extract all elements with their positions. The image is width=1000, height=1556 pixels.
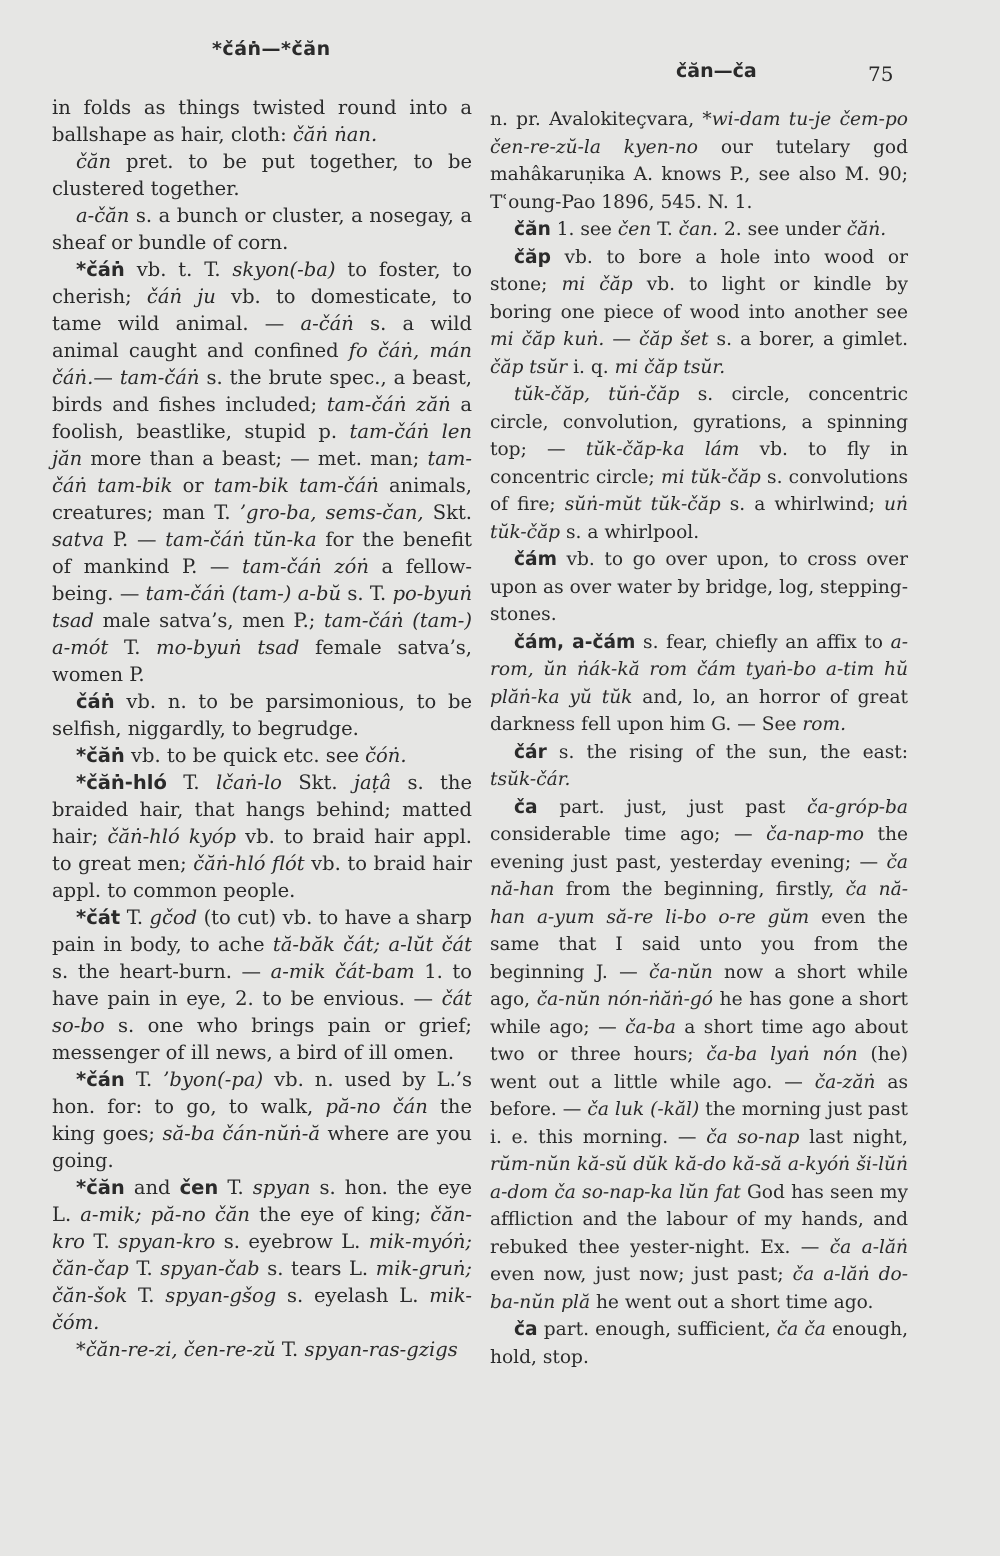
definition-text: — <box>93 366 120 389</box>
definition-text: animals, creatures; man T. <box>52 474 472 524</box>
headword: čáṅ <box>76 690 115 713</box>
dictionary-entry <box>52 769 472 904</box>
dictionary-entry <box>52 148 472 202</box>
italic-term: čóṅ. <box>365 744 407 767</box>
italic-term: mik-gruṅ; <box>375 1257 472 1280</box>
definition-text: considerable time ago; — <box>490 824 767 845</box>
definition-text: he has gone a short while ago; — <box>490 989 908 1038</box>
italic-term: fo čáṅ, mán čáṅ. <box>52 339 472 389</box>
dictionary-entry <box>490 244 908 382</box>
definition-text: even now, just now; just past; <box>490 1264 793 1285</box>
definition-text <box>142 1203 151 1226</box>
definition-text: T. <box>128 1257 161 1280</box>
definition-text: s. convolutions of fire; <box>490 466 909 515</box>
italic-term: čăp šet <box>638 329 709 350</box>
definition-text: — <box>604 329 639 350</box>
definition-text: T. <box>127 1284 166 1307</box>
definition-text: n. pr. Avalokiteçvara, <box>490 109 703 130</box>
italic-term: ’byon(-pa) <box>163 1068 264 1091</box>
definition-text: s. the braided hair, that hangs behind; matted hair; <box>52 771 472 848</box>
definition-text: vb. to light or kindle by boring one piece of wood into another see <box>490 274 908 323</box>
headword: *čáṅ <box>76 258 125 281</box>
definition-text: s. tears L. <box>259 1257 376 1280</box>
dictionary-entry <box>490 1316 908 1371</box>
definition-text: vb. to domesticate, to tame wild animal. — <box>52 285 472 335</box>
italic-term: mi čăp tsŭr. <box>614 356 726 378</box>
definition-text: Skt. <box>423 501 472 524</box>
italic-term: čăn-čap <box>52 1257 129 1280</box>
italic-term: a-mik čát-bam <box>270 960 415 983</box>
definition-text: enough, hold, stop. <box>490 1319 908 1368</box>
definition-text: (to cut) vb. to have a sharp pain in body, to ache <box>52 906 472 956</box>
italic-term: tsŭk-čár. <box>490 769 571 790</box>
italic-term: ča-nap-mo <box>766 824 864 845</box>
headword: *čăn <box>76 1176 125 1199</box>
italic-term: tam-čáṅ (tam-) a-bŭ <box>145 582 342 605</box>
header-right-guide-words: čăn—ča <box>676 60 757 82</box>
dictionary-entry <box>52 94 472 148</box>
definition-text: T. <box>120 906 150 929</box>
definition-text: vb. to go over upon, to cross over upon as over water by bridge, log, stepping-stones. <box>490 549 908 625</box>
definition-text: vb. to braid hair appl. to great men; <box>52 825 473 875</box>
italic-term: čăn-kro <box>52 1203 472 1253</box>
italic-term: spyan-gšog <box>165 1284 277 1307</box>
definition-text: pret. to be put together, to be clustered together. <box>52 150 472 200</box>
dictionary-entry <box>490 216 908 244</box>
italic-term: mik-myóṅ; <box>368 1230 472 1253</box>
italic-term: ča-nŭn <box>649 961 713 983</box>
italic-term: sŭṅ-mŭt tŭk-čăp <box>564 494 721 515</box>
definition-text: the morning just past i. e. this morning. — <box>490 1099 908 1148</box>
definition-text: vb. to fly in concentric circle; <box>490 439 909 488</box>
italic-term: čăp tsŭr <box>490 356 568 378</box>
dictionary-entry <box>52 904 472 1066</box>
definition-text: from the beginning, firstly, <box>554 879 846 900</box>
header-left-guide-words: *čáṅ—*čăn <box>212 38 331 60</box>
definition-text: a foolish, beastlike, stupid p. <box>52 393 473 443</box>
italic-term: ča nă-han a-yum să-re li-bo o-re gŭm <box>490 879 908 928</box>
italic-term: ča so-nap <box>706 1126 800 1148</box>
italic-term: ča-ba <box>625 1016 676 1038</box>
italic-term: tŭk-čăp-ka lám <box>585 439 740 460</box>
headword: *čát <box>76 906 121 929</box>
definition-text: s. eyelash L. <box>276 1284 430 1307</box>
definition-text: the eye of king; <box>249 1203 431 1226</box>
definition-text: vb. n. used by L.’s hon. for: to go, to walk, <box>52 1068 472 1118</box>
italic-term: tam-čáṅ len jăn <box>52 420 472 470</box>
definition-text: 1. see <box>550 219 618 240</box>
dictionary-entry <box>52 688 472 742</box>
definition-text: and, lo, an horror of great darkness fell upon him G. — See <box>490 686 909 735</box>
definition-text: a short time ago about two or three hours; <box>490 1016 908 1065</box>
italic-term: spyan-ras-gzigs <box>304 1338 458 1361</box>
dictionary-entry <box>52 1066 472 1174</box>
italic-term: ča a-lăṅ <box>829 1236 908 1258</box>
italic-term: ča-ba lyaṅ nón <box>706 1044 858 1065</box>
italic-term: mi čăp kuṅ. <box>490 329 605 350</box>
italic-term: a-čáṅ <box>300 312 354 335</box>
headword: čár <box>514 741 547 763</box>
italic-term: čăn <box>76 150 112 173</box>
definition-text: part. just, just past <box>537 796 808 818</box>
italic-term: mik-čóm. <box>52 1284 472 1334</box>
definition-text: vb. to be quick etc. see <box>124 744 366 767</box>
definition-text: last night, <box>799 1126 908 1148</box>
definition-text: female satva’s, women P. <box>52 636 472 686</box>
italic-term: tam-čáṅ (tam-) a-mót <box>52 609 472 659</box>
italic-term: tam-čáṅ zóṅ <box>242 555 369 578</box>
definition-text: vb. to bore a hole into wood or stone; <box>490 246 908 295</box>
definition-text: T. <box>651 219 679 240</box>
right-column <box>490 106 908 1371</box>
dictionary-entry <box>490 106 908 216</box>
italic-term: să-ba čán-nŭṅ-ă <box>162 1122 320 1145</box>
italic-term: tă-băk čát; <box>272 933 381 956</box>
definition-text: vb. t. T. <box>124 258 233 281</box>
italic-term: rom. <box>802 714 847 735</box>
definition-text: P. — <box>104 528 166 551</box>
definition-text: male satva’s, men P.; <box>93 609 324 632</box>
italic-term: mi čăp <box>561 274 633 295</box>
definition-text: Skt. <box>281 771 354 794</box>
definition-text: s. a bunch or cluster, a nosegay, a sheaf or bundle of corn. <box>52 204 472 254</box>
definition-text: s. one who brings pain or grief; messenger of ill news, a bird of ill omen. <box>52 1014 472 1064</box>
italic-term: tam-čáṅ zăṅ <box>326 393 451 416</box>
definition-text: vb. n. to be parsimonious, to be selfish, niggardly, to begrudge. <box>52 690 472 740</box>
definition-text: s. a whirlpool. <box>560 521 700 543</box>
italic-term: čăṅ ṅan. <box>292 123 378 146</box>
italic-term: čen <box>617 219 652 240</box>
italic-term: ča a-lăṅ do-ba-nŭn plă <box>490 1264 908 1313</box>
dictionary-entry <box>490 381 908 546</box>
italic-term: spyan-kro <box>118 1230 216 1253</box>
definition-text: T. <box>124 1068 164 1091</box>
italic-term: uṅ tŭk-čăp <box>490 494 908 543</box>
italic-term: po-byuṅ tsad <box>52 582 473 632</box>
definition-text: s. the rising of the sun, the east: <box>546 741 908 763</box>
italic-term: mo-byuṅ tsad <box>156 636 300 659</box>
italic-term: čan. <box>678 219 719 240</box>
italic-term: čăṅ-hló kyóp <box>107 825 236 848</box>
italic-term: skyon(-ba) <box>232 258 336 281</box>
headword: čăn <box>514 219 551 240</box>
definition-text: T. <box>108 636 157 659</box>
dictionary-entry <box>52 1174 472 1336</box>
headword: čám, a-čám <box>514 631 636 653</box>
dictionary-entry <box>490 629 908 739</box>
italic-term: rŭm-nŭn kă-sŭ dŭk kă-do kă-să a-kyóṅ ši-lŭṅ a-dom ča so-nap-ka lŭn fat <box>490 1154 908 1203</box>
definition-text: our tutelary god mahâkaruṇika A. knows P., see also M. 90; Tʿoung-Pao 1896, 545. N. 1. <box>490 136 908 213</box>
headword: čăp <box>514 246 551 268</box>
italic-term: a-čăn <box>76 204 130 227</box>
italic-term: jaṭâ <box>353 771 392 794</box>
definition-text: T. <box>166 771 216 794</box>
definition-text: 1. to have pain in eye, 2. to be envious. — <box>52 960 473 1010</box>
definition-text: vb. to braid hair appl. to common people. <box>52 852 472 902</box>
italic-term: čát so-bo <box>52 987 472 1037</box>
definition-text: T. <box>275 1338 305 1361</box>
definition-text: i. q. <box>567 356 615 378</box>
definition-text: s. fear, chiefly an affix to <box>635 631 891 653</box>
definition-text: where are you going. <box>52 1122 472 1172</box>
definition-text: God has seen my affliction and the labour of my hands, and rebuked thee yester-night. Ex. — <box>490 1181 908 1258</box>
definition-text: s. a borer, a gimlet. <box>708 329 908 350</box>
italic-term: satva <box>52 528 105 551</box>
definition-text: in folds as things twisted round into a ballshape as hair, cloth: <box>52 96 472 146</box>
italic-term: čăṅ-hló flót <box>193 852 305 875</box>
italic-term: mi tŭk-čăp <box>660 466 761 488</box>
definition-text: (he) went out a little while ago. — <box>490 1044 908 1093</box>
italic-term: a-mik; <box>80 1203 142 1226</box>
definition-text: s. a wild animal caught and confined <box>52 312 472 362</box>
italic-term: a-rom, ŭn ṅák-kă rom čám tyaṅ-bo a-tim hŭ plăṅ-ka yŭ tŭk <box>490 631 908 708</box>
italic-term: čăn-šok <box>52 1284 128 1307</box>
definition-text: the king goes; <box>52 1095 472 1145</box>
italic-term: ča-gróp-ba <box>807 796 908 818</box>
italic-term: ča-zăṅ <box>814 1071 876 1093</box>
dictionary-entry <box>490 739 908 794</box>
headword: ča <box>514 1319 538 1340</box>
italic-term: lčaṅ-lo <box>216 771 282 794</box>
italic-term: ča ča <box>776 1319 826 1340</box>
page-number: 75 <box>868 62 894 86</box>
headword: *čăṅ <box>76 744 125 767</box>
definition-text: s. circle, concentric circle, convolution, gyrations, a spinning top; — <box>490 384 909 460</box>
italic-term: tam-čáṅ <box>119 366 200 389</box>
definition-text: a fellow-being. — <box>52 555 473 605</box>
italic-term: *čăn-re-zi, čen-re-zŭ <box>76 1338 276 1361</box>
definition-text: s. the heart-burn. — <box>52 960 271 983</box>
headword: ča <box>514 796 538 818</box>
dictionary-entry <box>52 1336 472 1363</box>
definition-text: the evening just past, yesterday evening; — <box>490 824 908 873</box>
italic-term: tŭk-čăp, tŭṅ-čăp <box>514 384 680 405</box>
italic-term: pă-no čán <box>325 1095 428 1118</box>
running-header <box>0 38 1000 86</box>
definition-text: to foster, to cherish; <box>52 258 472 308</box>
dictionary-entry <box>52 202 472 256</box>
italic-term: *wi-dam tu-je čem-po čen-re-zŭ-la kyen-no <box>490 109 908 158</box>
italic-term: ’gro-ba, sems-čan, <box>239 501 424 524</box>
headword: čám <box>514 549 557 570</box>
dictionary-entry <box>52 256 472 688</box>
definition-text: for the benefit of mankind P. — <box>52 528 472 578</box>
italic-term: tam-bik tam-čáṅ <box>213 474 379 497</box>
italic-term: čăṅ. <box>846 219 887 240</box>
italic-term: tam-čáṅ tŭn-ka <box>165 528 317 551</box>
dictionary-entry <box>490 794 908 1317</box>
definition-text: part. enough, sufficient, <box>537 1319 777 1340</box>
italic-term: tam-čáṅ tam-bik <box>52 447 472 497</box>
definition-text: s. hon. the eye L. <box>52 1176 472 1226</box>
definition-text: or <box>172 474 214 497</box>
italic-term: spyan <box>252 1176 311 1199</box>
definition-text: T. <box>218 1176 253 1199</box>
definition-text: and <box>124 1176 180 1199</box>
italic-term: gčod <box>149 906 198 929</box>
definition-text: he went out a short time ago. <box>590 1291 874 1313</box>
definition-text: 2. see under <box>718 219 847 240</box>
italic-term: čáṅ ju <box>146 285 216 308</box>
italic-term: ča nă-han <box>490 851 908 900</box>
headword: *čán <box>76 1068 125 1091</box>
definition-text: s. a whirlwind; <box>720 494 885 515</box>
left-column <box>52 94 472 1363</box>
definition-text: T. <box>84 1230 119 1253</box>
definition-text: s. T. <box>341 582 393 605</box>
headword: *čăṅ-hló <box>76 771 167 794</box>
italic-term: spyan-čab <box>160 1257 260 1280</box>
definition-text: now a short while ago, <box>490 961 909 1010</box>
definition-text: s. eyebrow L. <box>215 1230 369 1253</box>
headword: čen <box>179 1176 219 1199</box>
definition-text: as before. — <box>490 1071 908 1120</box>
definition-text: s. the brute spec., a beast, birds and fishes included; <box>52 366 472 416</box>
italic-term: a-lŭt čát <box>388 933 472 956</box>
dictionary-entry <box>52 742 472 769</box>
italic-term: pă-no čăn <box>150 1203 250 1226</box>
definition-text: even the same that I said unto you from the beginning J. — <box>490 906 908 983</box>
dictionary-entry <box>490 546 908 629</box>
italic-term: ča-nŭn nón-ṅăṅ-gó <box>536 989 713 1010</box>
definition-text: more than a beast; — met. man; <box>82 447 428 470</box>
italic-term: ča luk (-kăl) <box>587 1099 700 1120</box>
